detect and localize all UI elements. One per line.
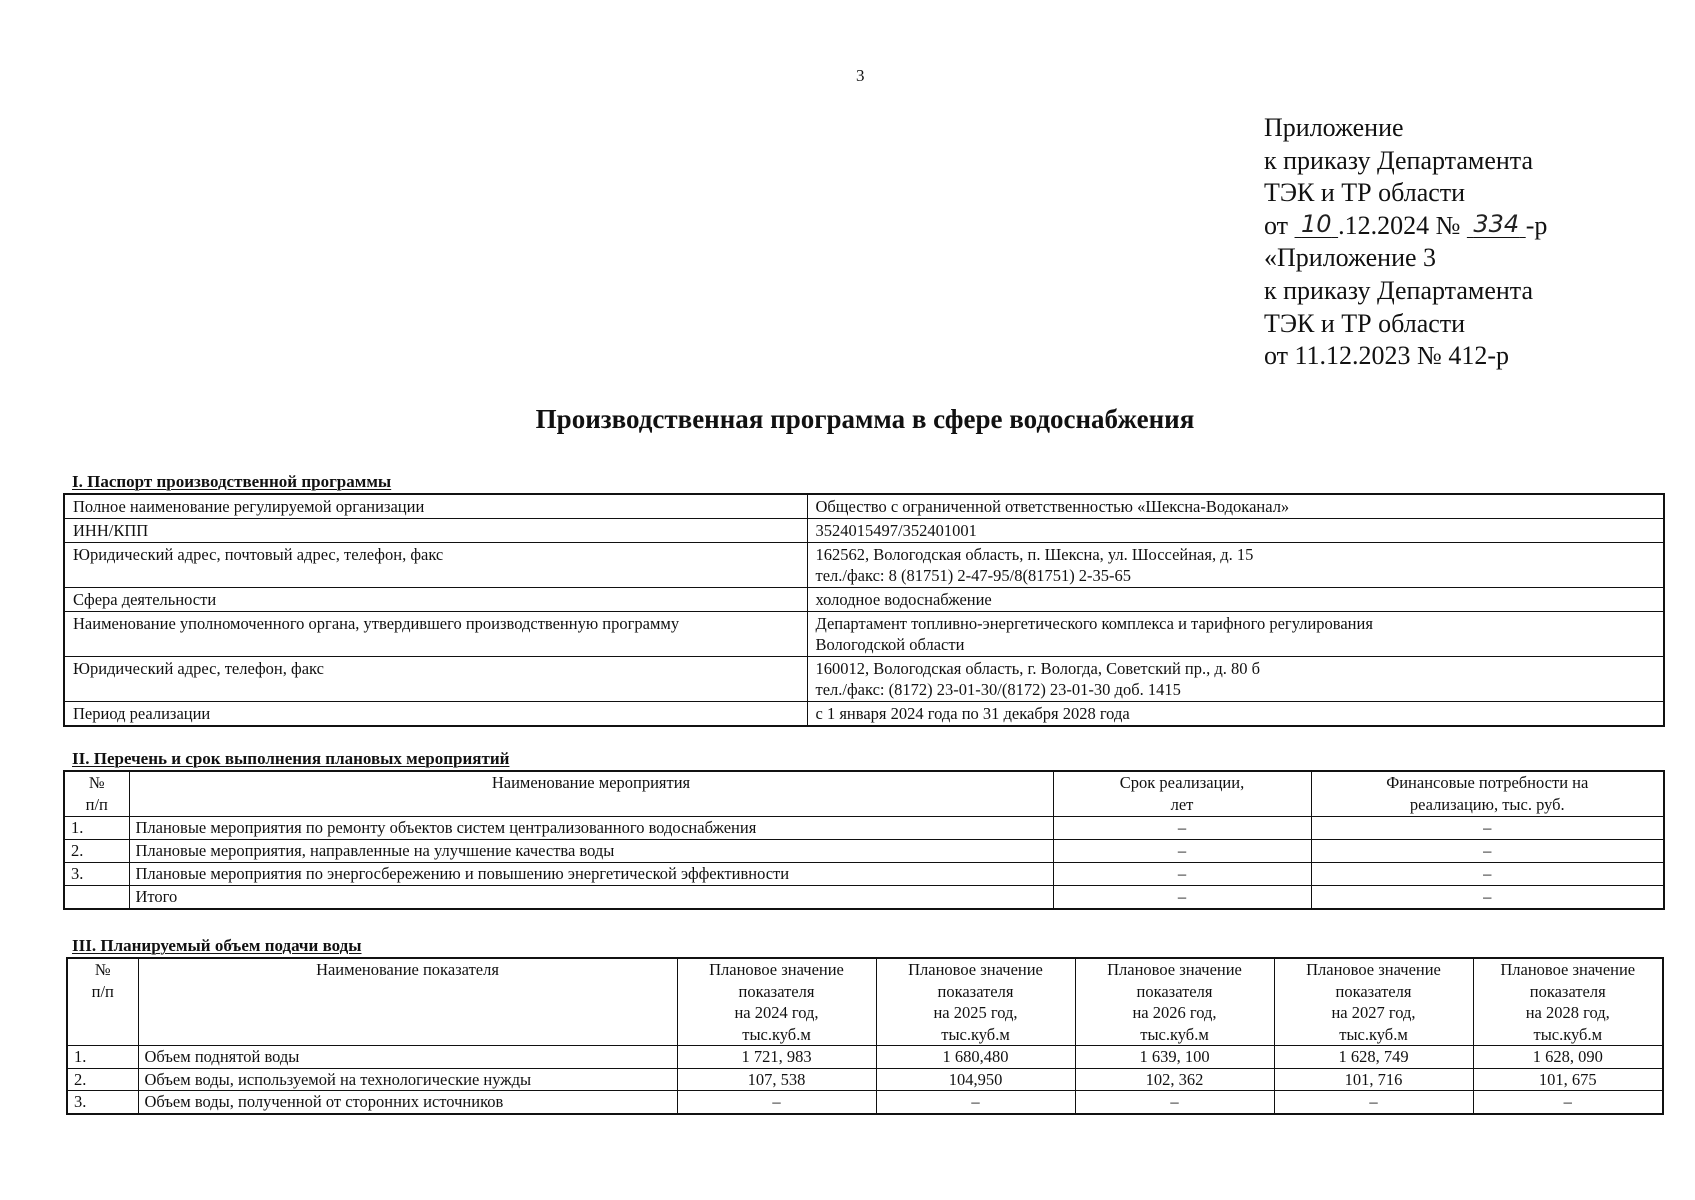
header-line: показателя [1335,981,1412,1001]
header-line: п/п [85,795,108,814]
table-row [64,519,1664,543]
appendix-order-date [1264,210,1547,243]
table-row [64,840,1664,863]
section-3-title: III. Планируемый объем подачи воды [72,936,362,955]
header-line: на 2028 год, [1525,1003,1610,1022]
passport-label: Полное наименование регулируемой организации [64,494,807,519]
activity-name: Плановые мероприятия по ремонту объектов систем централизованного водоснабжения [129,817,1053,840]
passport-value: с 1 января 2024 года по 31 декабря 2028 года [807,702,1664,727]
table-row [64,588,1664,612]
passport-value-line: Вологодской области [815,635,965,654]
activity-finance: – [1311,817,1664,840]
activity-finance: – [1311,886,1664,910]
col-header-term [1053,771,1311,817]
activity-name: Итого [129,886,1053,910]
header-line: Плановое значение [1306,960,1441,979]
value-2024: 107, 538 [677,1068,876,1091]
header-line: показателя [1529,981,1606,1001]
value-2026: – [1075,1091,1274,1114]
table-row [67,1046,1663,1069]
row-number: 2. [64,840,129,863]
passport-value: 3524015497/352401001 [807,519,1664,543]
activity-term: – [1053,886,1311,910]
activity-finance: – [1311,863,1664,886]
appendix-line: к приказу Департамента [1264,275,1534,305]
row-number [64,886,129,910]
activities-table [63,770,1665,910]
value-2027: – [1274,1091,1473,1114]
appendix-line: ТЭК и ТР области [1264,178,1466,208]
col-header-2024 [677,958,876,1046]
order-suffix: -р [1525,210,1548,240]
passport-value-line: Департамент топливно-энергетического комплекса и тарифного регулирования [815,614,1373,633]
activity-term: – [1053,817,1311,840]
table-row [64,702,1664,727]
value-2025: – [876,1091,1075,1114]
row-number: 1. [64,817,129,840]
header-line: тыс.куб.м [742,1024,811,1044]
header-line: реализацию, тыс. руб. [1409,795,1565,814]
handwritten-day [1295,211,1339,240]
col-header-2027 [1274,958,1473,1046]
value-2027: 101, 716 [1274,1068,1473,1091]
page-number: 3 [856,66,865,85]
table-row [64,657,1664,702]
col-header-indicator: Наименование показателя [138,958,677,1046]
table-row [67,1091,1663,1114]
row-number: 3. [67,1091,138,1114]
row-number: 2. [67,1068,138,1091]
value-2025: 1 680,480 [876,1046,1075,1069]
value-2026: 102, 362 [1075,1068,1274,1091]
appendix-line: к приказу Департамента [1264,145,1534,175]
passport-value [807,657,1664,702]
col-header-finance [1311,771,1664,817]
header-line: на 2025 год, [933,1003,1018,1022]
document-title: Производственная программа в сфере водоснабжения [535,404,1195,434]
header-line: Плановое значение [1500,960,1636,979]
passport-label: ИНН/КПП [64,519,807,543]
header-line: Финансовые потребности на [1386,773,1589,792]
header-line: тыс.куб.м [1339,1024,1408,1044]
passport-label: Юридический адрес, телефон, факс [64,657,807,702]
passport-value [807,612,1664,657]
header-line: тыс.куб.м [1140,1024,1209,1044]
activity-name: Плановые мероприятия, направленные на улучшение качества воды [129,840,1053,863]
header-line: Плановое значение [908,960,1043,979]
table-row [64,863,1664,886]
row-number: 3. [64,863,129,886]
header-line: на 2026 год, [1132,1003,1217,1022]
appendix-line: от 11.12.2023 № 412-р [1264,341,1510,371]
col-header-name: Наименование мероприятия [129,771,1053,817]
value-2024: – [677,1091,876,1114]
date-rest: .12.2024 № [1338,210,1461,240]
header-line: показателя [1136,981,1213,1001]
passport-value-line: тел./факс: (8172) 23-01-30/(8172) 23-01-30 доб. 1415 [815,680,1181,699]
header-line: Плановое значение [709,960,844,979]
value-2028: – [1473,1091,1663,1114]
header-line: Срок реализации, [1119,773,1245,792]
table-row [67,1068,1663,1091]
passport-value: Общество с ограниченной ответственностью «Шексна-Водоканал» [807,494,1664,519]
table-row [64,543,1664,588]
row-number: 1. [67,1046,138,1069]
date-prefix: от [1264,210,1289,240]
table-row [64,494,1664,519]
header-line: показателя [937,981,1014,1001]
header-line: № [94,960,111,979]
passport-label: Сфера деятельности [64,588,807,612]
table-row [64,886,1664,910]
handwritten-number [1467,211,1526,240]
indicator-name: Объем воды, полученной от сторонних источников [138,1091,677,1114]
header-line: тыс.куб.м [941,1024,1010,1044]
section-1-title: I. Паспорт производственной программы [72,472,392,491]
col-header-2025 [876,958,1075,1046]
col-header-num [67,958,138,1046]
section-2-title: II. Перечень и срок выполнения плановых мероприятий [72,749,510,768]
col-header-num [64,771,129,817]
activity-term: – [1053,840,1311,863]
passport-value-line: 160012, Вологодская область, г. Вологда, Советский пр., д. 80 б [815,659,1261,678]
appendix-line: ТЭК и ТР области [1264,308,1466,338]
passport-label: Наименование уполномоченного органа, утвердившего производственную программу [64,612,807,657]
value-2024: 1 721, 983 [677,1046,876,1069]
value-2028: 101, 675 [1473,1068,1663,1091]
header-line: Плановое значение [1107,960,1242,979]
value-2027: 1 628, 749 [1274,1046,1473,1069]
activity-term: – [1053,863,1311,886]
table-row [64,612,1664,657]
handwritten-number-value: 334 [1473,209,1520,238]
passport-label: Период реализации [64,702,807,727]
header-line: № [88,773,105,792]
activity-name: Плановые мероприятия по энергосбережению и повышению энергетической эффективности [129,863,1053,886]
passport-value-line: тел./факс: 8 (81751) 2-47-95/8(81751) 2-35-65 [815,566,1132,585]
header-line: на 2024 год, [734,1003,819,1022]
appendix-header [1264,112,1547,373]
table-row [64,817,1664,840]
appendix-line: «Приложение 3 [1264,243,1437,273]
passport-label: Юридический адрес, почтовый адрес, телефон, факс [64,543,807,588]
header-line: лет [1170,795,1194,814]
passport-value [807,543,1664,588]
col-header-2028 [1473,958,1663,1046]
water-volume-table [66,957,1664,1115]
header-line: показателя [738,981,815,1001]
indicator-name: Объем поднятой воды [138,1046,677,1069]
appendix-line: Приложение [1264,113,1404,142]
value-2025: 104,950 [876,1068,1075,1091]
table-header-row [64,771,1664,817]
value-2028: 1 628, 090 [1473,1046,1663,1069]
header-line: п/п [91,981,114,1001]
header-line: на 2027 год, [1331,1003,1416,1022]
value-2026: 1 639, 100 [1075,1046,1274,1069]
col-header-2026 [1075,958,1274,1046]
header-line: тыс.куб.м [1533,1024,1603,1044]
handwritten-day-value: 10 [1301,209,1332,238]
indicator-name: Объем воды, используемой на технологические нужды [138,1068,677,1091]
passport-value-line: 162562, Вологодская область, п. Шексна, ул. Шоссейная, д. 15 [815,545,1254,564]
passport-value: холодное водоснабжение [807,588,1664,612]
passport-table [63,493,1665,727]
activity-finance: – [1311,840,1664,863]
table-header-row [67,958,1663,1046]
